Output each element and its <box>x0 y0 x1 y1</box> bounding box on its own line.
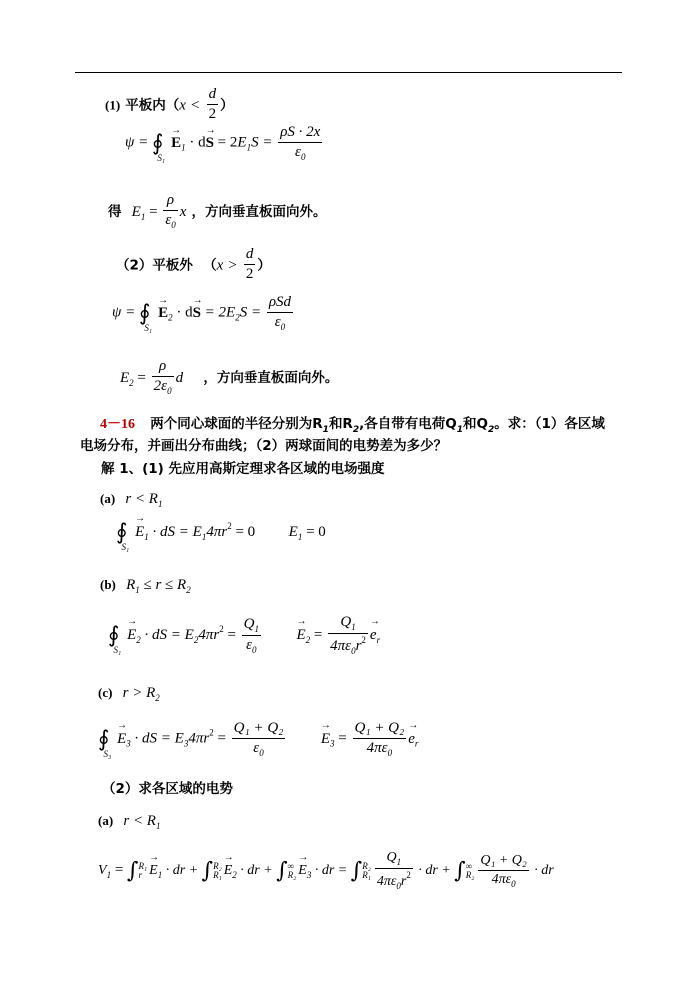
problem-statement-line-2: 电场分布，并画出分布曲线；（2）两球面间的电势差为多少？ <box>80 438 448 454</box>
case-c-heading: (c) $r > R_2$ <box>98 685 160 703</box>
header-rule <box>75 72 622 73</box>
result-outside: $E_2$ = $\frac{\rho}{2\varepsilon_0}$ d ，方向垂直板面向外。 <box>120 358 339 397</box>
part-2-heading: （2）求各区域的电势 <box>102 781 233 797</box>
case-b-equation: $∮_{S_1}\to E_2$ · dS = $E_24\pi r^2$ = $\frac{Q_1}{\varepsilon_0}$ → $E_2$ = $\frac{Q_1}{4\pi\varepsilon_0r^2}$ → $e_r$ <box>108 614 380 657</box>
problem-statement-line-1: 4－16 两个同心球面的半径分别为$R_1$和$R_2$,各自带有电荷$Q_1$和$Q_2$。求：（1）各区域 <box>100 416 605 435</box>
case-a-heading: (a) $r < R_1$ <box>100 491 163 509</box>
condition-fraction: $\frac{d}{2}$ <box>208 86 217 123</box>
potential-v1-equation: $V_1$ = ∫ R₁ r → $E_1$ · dr + ∫ R₂ R₁ → $E_2$ · dr + ∫ ∞ R₂ → $E_3$ · dr = ∫ R₂ R₁ $\frac{Q_1}{4\pi\varepsilon_0r^2}$ · dr + ∫ ∞ R₂ $\frac{\text{Q₁ + Q₂}}{4\pi\varepsilon_0}$ · dr <box>98 850 554 892</box>
gauss-equation-inside: $\psi = ∮_{S_1}\to E_1 \cdot d\to S = 2E_1S$ = $\frac{\rho S \cdot 2x}{\varepsilon_0}$ <box>125 124 324 163</box>
potential-case-a-heading: (a) $r < R_1$ <box>98 813 161 831</box>
case-c-equation: $∮_{S_3}\to E_3$ · dS = $E_34\pi r^2$ = $\frac{\text{Q₁ + Q₂}}{\varepsilon_0}$ → $E_3$ = $\frac{\text{Q₁ + Q₂}}{4\pi\varepsilon_0}$ → $e_r$ <box>98 720 418 759</box>
case-b-heading: (b) $R_1 \le r \le R_2$ <box>100 577 191 595</box>
case-a-equation: $∮_{S_1}\to E_1$ · dS = $E_14\pi r^2 = 0$ $E_1 = 0$ <box>116 520 326 545</box>
gauss-equation-outside: $\psi = ∮_{S_1}\to E_2 \cdot d\to S = 2E_2S$ = $\frac{\text{ρSd}}{\varepsilon_0}$ <box>112 294 295 333</box>
section-2-heading: （2）平板外 （x > $\frac{d}{2}$ ） <box>116 246 271 283</box>
problem-number: 4－16 <box>100 417 135 432</box>
section-1-heading: (1) 平板内（x < $\frac{d}{2}$ ） <box>105 86 234 123</box>
solution-intro: 解 1、(1) 先应用高斯定理求各区域的电场强度 <box>101 461 385 477</box>
result-inside: 得 $E_1$ = $\frac{\rho}{\varepsilon_0}$ x ，方向垂直板面向外。 <box>108 192 327 231</box>
